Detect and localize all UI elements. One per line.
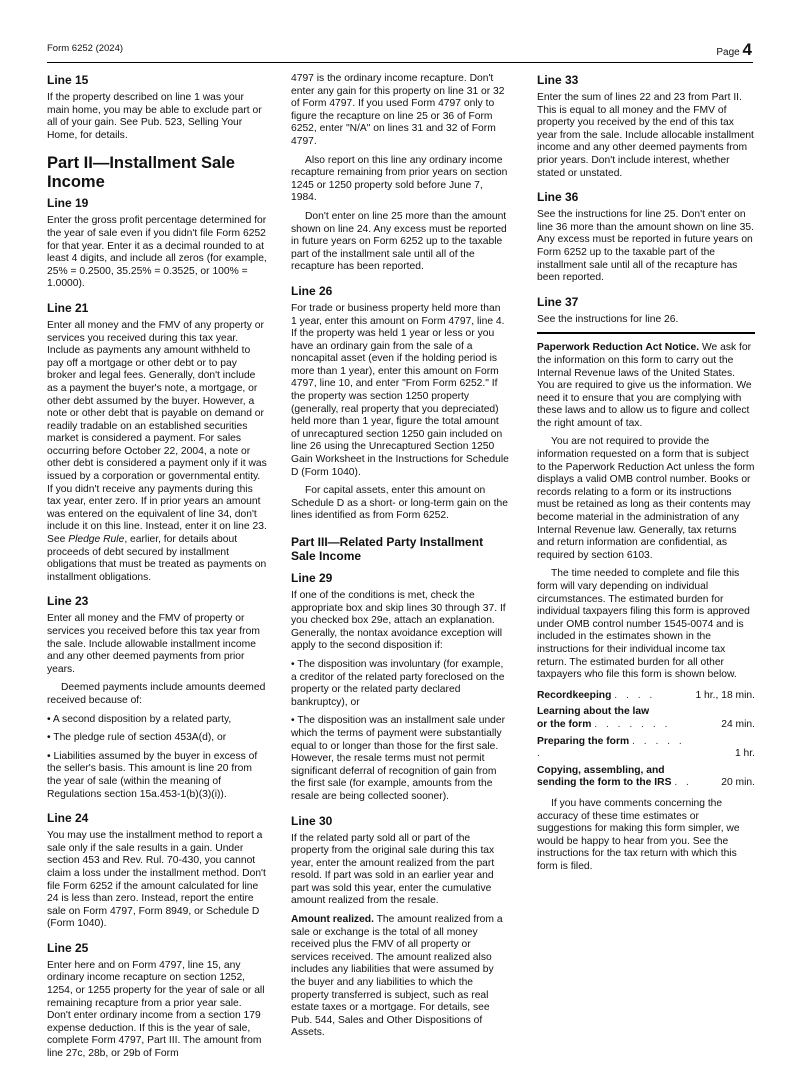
paperwork-omb: You are not required to provide the information requested on a form that is subject to the Paperwork Reduction Act unless the form displays a valid OMB control number. Books or records relating to a form or its instructions must be retained as long as their contents may become material in the administration of any Internal Revenue law. Generally, tax returns and return information are confidential, as required by section 6103. bbox=[537, 436, 755, 561]
part2-title: Part II—Installment Sale Income bbox=[47, 154, 235, 192]
line29-text: If one of the conditions is met, check the appropriate box and skip lines 30 through 37. If you checked box 29e, attach an explanation. Generally, the nontax avoidance exception will apply to the second disposition if: bbox=[291, 590, 506, 652]
column-left bbox=[47, 73, 267, 1067]
line25-heading: Line 25 bbox=[47, 940, 89, 955]
form-label: Form 6252 (2024) bbox=[47, 43, 124, 54]
line29-heading: Line 29 bbox=[291, 571, 333, 585]
line24-text: You may use the installment method to report a sale only if the sale results in a gain. Under section 453 and Rev. Rul. 70-430, you cannot claim a loss under the installment method. Don't file Form 6252 if the amount calculated for line 24 is less than zero. Instead, report the entire sale on Form 4797, Form 8949, or Schedule D (Form 1040). bbox=[47, 830, 266, 930]
line19-heading: Line 19 bbox=[47, 196, 89, 211]
line23-bullet: • Liabilities assumed by the buyer in excess of the seller's basis. This amount is line 20 from the year of sale (within the meaning of Regulations section 15a.453-1(b)(3)(i)). bbox=[47, 750, 258, 800]
line23-bullet: • A second disposition by a related party, bbox=[47, 713, 232, 725]
page-number: Page 4 bbox=[716, 40, 752, 59]
line26-heading: Line 26 bbox=[291, 283, 333, 298]
line29-bullet: • The disposition was an installment sale under which the terms of payment were substantially equal to or longer than those for the first sale. However, the resale terms must not permit significant deferral of recognition of gain from the first sale (for example, amounts from the resale are being collected sooner). bbox=[291, 715, 506, 802]
paperwork-notice: Paperwork Reduction Act Notice. We ask for the information on this form to carry out the Internal Revenue laws of the United States. You are required to give us the information. We need it to ensure that you are complying with these laws and to allow us to figure and collect the right amount of tax. bbox=[537, 342, 752, 429]
line23-text: Enter all money and the FMV of property or services you received before this tax year from the sale. Include allowable installment income and any other deemed payments from prior years. bbox=[47, 613, 260, 675]
line26-text: For trade or business property held more than 1 year, enter this amount on Form 4797, line 4. If the property was held 1 year or less or you have an ordinary gain from the sale of a noncapital asset (even if the holding period is more than 1 year), enter this amount on Form 4797, line 10, and enter "From Form 6252." If the property was section 1250 property (generally, real property that you depreciated) held more than 1 year, figure the total amount of unrecaptured section 1250 gain included on line 26 using the Unrecaptured Section 1250 Gain Worksheet in the Instructions for Schedule D (Form 1040). bbox=[291, 302, 509, 478]
line25-excess: Don't enter on line 25 more than the amount shown on line 24. Any excess must be reported in future years on Form 6252 up to the taxable part of the installment sale until all of the recapture has been reported. bbox=[291, 210, 507, 273]
line33-text: Enter the sum of lines 22 and 23 from Part II. This is equal to all money and the FMV of property you received by the end of this tax year from the sale. Include allocable installment income and any other deemed payments from prior years. Don't include interest, whether stated or unstated. bbox=[537, 92, 754, 179]
line30-text: If the related party sold all or part of the property from the original sale during this tax year, enter the amount realized from the part resold. If part was sold in an earlier year and part was sold this year, enter the cumulative amount realized from the resale. bbox=[291, 832, 495, 907]
line29-bullet: • The disposition was involuntary (for example, a creditor of the related party foreclosed on the property or the related party declared bankruptcy), or bbox=[291, 658, 505, 708]
estimate-row: Preparing the form . . . . . . 1 hr. bbox=[537, 735, 755, 760]
line37-heading: Line 37 bbox=[537, 294, 579, 309]
paperwork-burden: The time needed to complete and file this form will vary depending on individual circumstances. The estimated burden for individual taxpayers filing this form is approved under OMB control number 1545-0074 and is included in the estimates shown in the instructions for their individual income tax return. The estimated burden for all other taxpayers who file this form is shown below. bbox=[537, 568, 750, 681]
line24-heading: Line 24 bbox=[47, 811, 89, 826]
line25-recapture: Also report on this line any ordinary income recapture remaining from prior years on section 1245 or 1250 property sold before June 7, 1984. bbox=[291, 154, 508, 204]
line15-text: If the property described on line 1 was your main home, you may be able to exclude part or all of your gain. See Pub. 523, Selling Your Home, for details. bbox=[47, 92, 262, 141]
estimate-row: Learning about the law or the form . . . . . . . 24 min. bbox=[537, 706, 755, 730]
line21-text: Enter all money and the FMV of any property or services you received during this tax year. Include as payments any amount withheld to pay off a mortgage or other debt or to pay broker and legal fees. Generally, don't include as a payment the buyer's note, a mortgage, or other debt assumed by the buyer. However, a note or other debt that is payable on demand or readily tradable on an established securities market is considered a payment. For sales occurring before October 22, 2004, a note or other debt is considered a payment only if it was issued by a corporation or governmental entity. If you didn't receive any payments during this tax year, enter zero. If in prior years an amount was entered on the equivalent of line 34, don't include it on this line. Instead, enter it on line 23. See Pledge Rule, earlier, for details about proceeds of debt secured by installment obligations that must be treated as payments on installment obligations. bbox=[47, 319, 267, 583]
section-rule bbox=[537, 332, 755, 334]
line23-heading: Line 23 bbox=[47, 594, 89, 609]
line30-heading: Line 30 bbox=[291, 813, 333, 828]
line25-continued: 4797 is the ordinary income recapture. Don't enter any gain for this property on line 31 or 32 of Form 4797. If you used Form 4797 only to figure the recapture on line 25 or 36 of Form 6252, enter "N/A" on lines 31 and 32 of Form 4797. bbox=[291, 73, 505, 147]
line36-heading: Line 36 bbox=[537, 190, 579, 205]
estimate-row: Copying, assembling, and sending the form to the IRS . . 20 min. bbox=[537, 764, 755, 789]
estimate-row: Recordkeeping . . . . 1 hr., 18 min. bbox=[537, 689, 755, 701]
line21-heading: Line 21 bbox=[47, 300, 89, 315]
line37-text: See the instructions for line 26. bbox=[537, 313, 679, 325]
paperwork-comments: If you have comments concerning the accuracy of these time estimates or suggestions for making this form simpler, we would be happy to hear from you. See the instructions for the tax return with which this form is filed. bbox=[537, 797, 740, 872]
line23-bullet: • The pledge rule of section 453A(d), or bbox=[47, 732, 227, 744]
time-estimates-table bbox=[537, 688, 755, 792]
column-right bbox=[537, 73, 755, 879]
part3-title: Part III—Related Party Installment Sale Income bbox=[291, 535, 484, 563]
line25-text: Enter here and on Form 4797, line 15, any ordinary income recapture on section 1252, 1254, or 1255 property for the year of sale or all remaining recapture from a prior year sale. Don't enter ordinary income from a section 179 expense deduction. If this is the year of sale, complete Form 4797, Part III. The amount from line 27c, 28b, or 29b of Form bbox=[47, 959, 265, 1060]
column-middle bbox=[291, 73, 509, 1046]
header-rule bbox=[47, 62, 753, 63]
line15-heading: Line 15 bbox=[47, 73, 89, 87]
line23-deemed: Deemed payments include amounts deemed received because of: bbox=[47, 682, 266, 706]
line26-capital: For capital assets, enter this amount on Schedule D as a short- or long-term gain on the lines identified as from Form 6252. bbox=[291, 485, 508, 522]
line19-text: Enter the gross profit percentage determined for the year of sale even if you didn't file Form 6252 for that year. Enter it as a decimal rounded to at least 4 digits, and include all zeros (for example, 25% = 0.2500, 35.25% = 0.3525, or 100% = 1.0000). bbox=[47, 215, 267, 290]
amount-realized: Amount realized. The amount realized from a sale or exchange is the total of all money received plus the FMV of all property or services received. The amount realized also includes any liabilities that were assumed by the buyer and any liabilities to which the property transferred is subject, such as real estate taxes or a mortgage. For details, see Pub. 544, Sales and Other Dispositions of Assets. bbox=[291, 914, 503, 1039]
line33-heading: Line 33 bbox=[537, 73, 579, 87]
line36-text: See the instructions for line 25. Don't enter on line 36 more than the amount shown on line 35. Any excess must be reported in future years on Form 6252 up to the taxable part of the installment sale until all of the recapture has been reported. bbox=[537, 209, 754, 284]
